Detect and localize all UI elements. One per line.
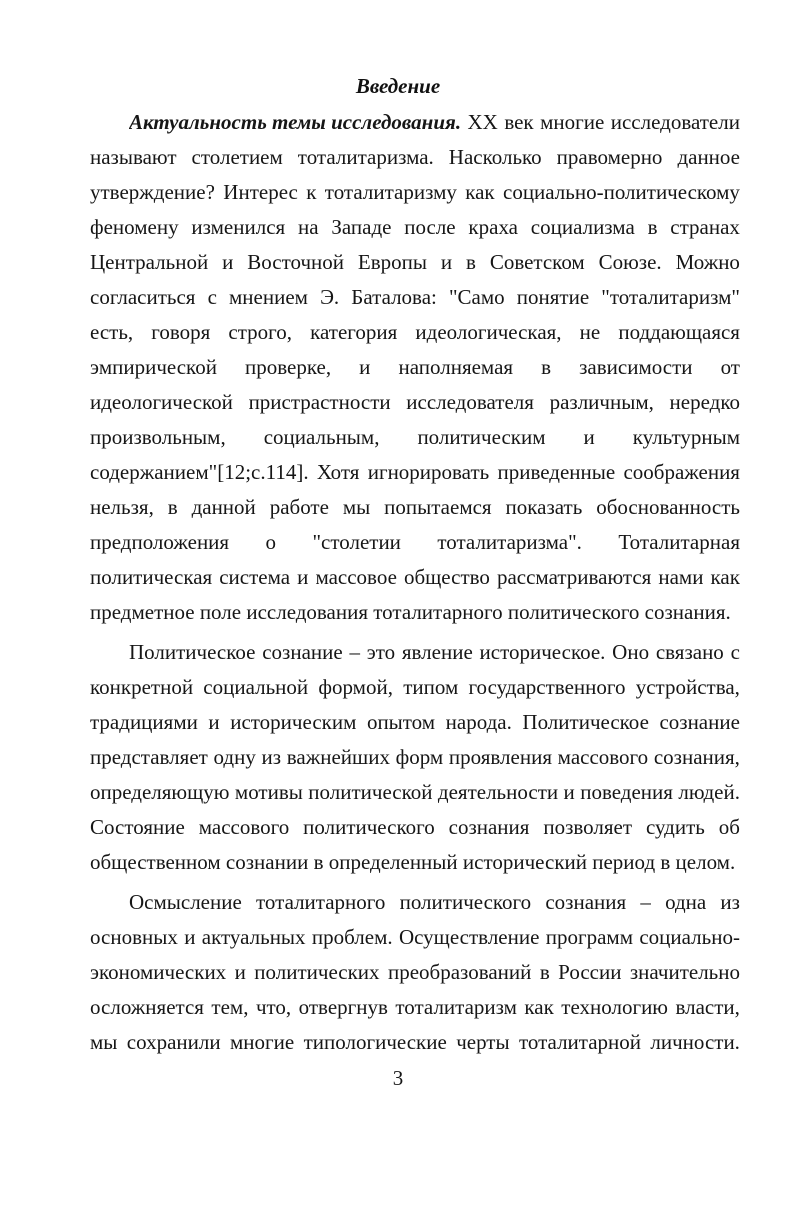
- word: мы: [90, 1030, 118, 1054]
- word: программ: [545, 925, 634, 949]
- word: столетием: [191, 145, 283, 169]
- word: XX: [467, 110, 498, 134]
- word: понятие: [516, 285, 590, 309]
- word: как: [524, 995, 554, 1019]
- word: и: [563, 780, 575, 804]
- word: зависимости: [579, 355, 693, 379]
- word: Оно: [612, 640, 650, 664]
- word: и: [583, 425, 595, 449]
- word: после: [404, 215, 456, 239]
- word: в: [167, 495, 178, 519]
- word: с: [207, 285, 217, 309]
- word: данное: [677, 145, 740, 169]
- word: Западе: [331, 215, 392, 239]
- word: актуальных: [201, 925, 306, 949]
- text-line: [90, 925, 740, 955]
- word: в: [647, 215, 658, 239]
- lead-phrase: Актуальность темы исследования.: [129, 110, 462, 134]
- word: типологические: [303, 1030, 447, 1054]
- word: Состояние: [90, 815, 185, 839]
- word: "Само: [448, 285, 505, 309]
- word: одну: [213, 745, 256, 769]
- word: важнейших: [286, 745, 390, 769]
- word: массового: [198, 815, 290, 839]
- word: социально-: [639, 925, 740, 949]
- word: Тоталитарная: [618, 530, 740, 554]
- word: Советском: [489, 250, 585, 274]
- word: форм: [395, 745, 444, 769]
- word: связано: [655, 640, 724, 664]
- word: Насколько: [448, 145, 542, 169]
- word: традициями: [90, 710, 198, 734]
- word: сознание: [262, 640, 343, 664]
- word: власти,: [675, 995, 740, 1019]
- word: политическим: [417, 425, 546, 449]
- word: отвергнув: [298, 995, 388, 1019]
- word: людей.: [678, 780, 740, 804]
- text-line: [90, 710, 740, 740]
- text-line: [90, 145, 740, 175]
- text-line: [90, 320, 740, 350]
- word: тоталитарной: [519, 1030, 642, 1054]
- text-line: [90, 600, 740, 630]
- word: основных: [90, 925, 178, 949]
- word: массовое: [315, 565, 397, 589]
- word: мнением: [229, 285, 308, 309]
- word: представляет: [90, 745, 208, 769]
- word: правомерно: [556, 145, 663, 169]
- word: это: [366, 640, 396, 664]
- word: наполняемая: [398, 355, 514, 379]
- word: "тоталитаризм": [601, 285, 740, 309]
- word: не: [579, 320, 601, 344]
- word: –: [349, 640, 360, 664]
- word: судить: [645, 815, 705, 839]
- text-line: [90, 960, 740, 990]
- text-line: [90, 530, 740, 560]
- word: –: [640, 890, 651, 914]
- word: формой,: [318, 675, 393, 699]
- word: исследователи: [610, 110, 740, 134]
- word: различным,: [549, 390, 654, 414]
- text-line: [90, 675, 740, 705]
- section-heading: Введение: [355, 74, 441, 98]
- word: одна: [665, 890, 707, 914]
- word: Хотя: [316, 460, 360, 484]
- word: согласиться: [90, 285, 196, 309]
- word: феномену: [90, 215, 179, 239]
- word: Осмысление: [129, 890, 242, 914]
- word: система: [219, 565, 291, 589]
- word: показать: [505, 495, 583, 519]
- word: что,: [255, 995, 292, 1019]
- word: общество: [403, 565, 490, 589]
- word: как: [465, 180, 495, 204]
- word: игнорировать: [367, 460, 490, 484]
- text-line: [90, 215, 740, 245]
- word: политической: [308, 780, 433, 804]
- word: предположения: [90, 530, 230, 554]
- text-line: [90, 495, 740, 525]
- text-line: [90, 390, 740, 420]
- word: попытаемся: [384, 495, 492, 519]
- word: сознания,: [653, 745, 740, 769]
- word: утверждение?: [90, 180, 215, 204]
- word: рассматриваются: [496, 565, 652, 589]
- word: приведенные: [497, 460, 616, 484]
- word: об: [718, 815, 740, 839]
- word: поведения: [580, 780, 673, 804]
- word: Баталова:: [351, 285, 437, 309]
- line-text: предметное поле исследования тоталитарного политического сознания.: [90, 600, 731, 624]
- text-line: [90, 425, 740, 455]
- text-line: [90, 460, 740, 490]
- text-line: [90, 780, 740, 810]
- word: Центральной: [90, 250, 209, 274]
- word: социальным,: [263, 425, 380, 449]
- word: и: [440, 250, 453, 274]
- text-line: [129, 110, 740, 140]
- word: сознания: [448, 815, 530, 839]
- word: говоря: [151, 320, 211, 344]
- word: социализма: [530, 215, 635, 239]
- word: тоталитарного: [256, 890, 386, 914]
- word: политического: [399, 890, 532, 914]
- word: политического: [303, 815, 435, 839]
- word: личности.: [650, 1030, 740, 1054]
- word: и: [297, 565, 309, 589]
- word: технологию: [561, 995, 668, 1019]
- word: Можно: [675, 250, 740, 274]
- word: нельзя,: [90, 495, 154, 519]
- text-line: [90, 565, 740, 595]
- word: Э.: [320, 285, 340, 309]
- text-line: [90, 250, 740, 280]
- word: историческим: [230, 710, 357, 734]
- word: в: [466, 250, 476, 274]
- word: соображения: [623, 460, 740, 484]
- word: социально-политическому: [503, 180, 740, 204]
- text-line: [90, 745, 740, 775]
- word: сознание: [659, 710, 740, 734]
- text-line: [129, 890, 740, 920]
- word: произвольным,: [90, 425, 226, 449]
- word: краха: [468, 215, 518, 239]
- word: политических: [254, 960, 380, 984]
- word: из: [720, 890, 740, 914]
- text-line: [129, 640, 740, 670]
- word: данной: [191, 495, 256, 519]
- word: и: [184, 925, 196, 949]
- word: проявления: [448, 745, 552, 769]
- text-line: [90, 180, 740, 210]
- word: Восточной: [247, 250, 344, 274]
- word: государственного: [468, 675, 626, 699]
- word: типом: [403, 675, 459, 699]
- word: обоснованность: [596, 495, 740, 519]
- word: проблем.: [311, 925, 393, 949]
- word: опытом: [366, 710, 436, 734]
- word: исследователя: [406, 390, 534, 414]
- word: и: [222, 250, 234, 274]
- word: и: [208, 710, 220, 734]
- word: эмпирической: [90, 355, 217, 379]
- line-text: общественном сознании в определенный исторический период в целом.: [90, 850, 736, 874]
- word: мы: [342, 495, 371, 519]
- word: тоталитаризма".: [437, 530, 582, 554]
- word: сознания: [545, 890, 627, 914]
- word: историческое.: [479, 640, 606, 664]
- word: Политическое: [129, 640, 256, 664]
- page-number: 3: [392, 1066, 404, 1090]
- word: о: [265, 530, 277, 554]
- word: мотивы: [234, 780, 303, 804]
- text-line: [90, 355, 740, 385]
- word: и: [234, 960, 246, 984]
- word: на: [297, 215, 319, 239]
- text-line: [90, 285, 740, 315]
- word: Интерес: [223, 180, 298, 204]
- word: поддающаяся: [618, 320, 740, 344]
- word: Европы: [357, 250, 427, 274]
- word: осложняется: [90, 995, 204, 1019]
- text-line: [90, 1030, 740, 1060]
- text-line: [90, 815, 740, 845]
- word: содержанием"[12;с.114].: [90, 460, 309, 484]
- word: черты: [456, 1030, 510, 1054]
- word: категория: [310, 320, 398, 344]
- word: нами: [658, 565, 704, 589]
- word: с: [730, 640, 740, 664]
- word: деятельности: [437, 780, 559, 804]
- word: конкретной: [90, 675, 194, 699]
- word: в: [541, 355, 552, 379]
- word: идеологическая,: [415, 320, 562, 344]
- word: культурным: [632, 425, 740, 449]
- word: социальной: [203, 675, 309, 699]
- text-line: [90, 995, 740, 1025]
- word: к: [306, 180, 317, 204]
- word: тем,: [211, 995, 249, 1019]
- word: странах: [670, 215, 740, 239]
- word: массового: [557, 745, 649, 769]
- word: из: [261, 745, 282, 769]
- word: тоталитаризму: [324, 180, 457, 204]
- word: определяющую: [90, 780, 230, 804]
- word: Осуществление: [398, 925, 540, 949]
- word: устройства,: [635, 675, 740, 699]
- word: строго,: [228, 320, 293, 344]
- word: многие: [540, 110, 605, 134]
- word: явление: [401, 640, 473, 664]
- word: народа.: [445, 710, 512, 734]
- word: идеологической: [90, 390, 233, 414]
- word: тоталитаризм: [395, 995, 517, 1019]
- word: работе: [269, 495, 329, 519]
- word: политическая: [90, 565, 213, 589]
- word: преобразований: [387, 960, 532, 984]
- word: есть,: [90, 320, 134, 344]
- word: Политическое: [522, 710, 649, 734]
- word: многие: [230, 1030, 295, 1054]
- word: изменился: [191, 215, 286, 239]
- word: пристрастности: [248, 390, 391, 414]
- word: нередко: [669, 390, 740, 414]
- text-line: [90, 850, 740, 880]
- word: тоталитаризма.: [297, 145, 434, 169]
- word: экономических: [90, 960, 227, 984]
- word: сохранили: [126, 1030, 221, 1054]
- word: в: [539, 960, 550, 984]
- word: как: [710, 565, 740, 589]
- word: позволяет: [543, 815, 633, 839]
- word: России: [558, 960, 622, 984]
- word: Союзе.: [598, 250, 662, 274]
- word: значительно: [629, 960, 740, 984]
- word: проверке,: [245, 355, 332, 379]
- word: от: [720, 355, 740, 379]
- word: и: [359, 355, 371, 379]
- word: называют: [90, 145, 177, 169]
- word: век: [504, 110, 534, 134]
- word: "столетии: [312, 530, 401, 554]
